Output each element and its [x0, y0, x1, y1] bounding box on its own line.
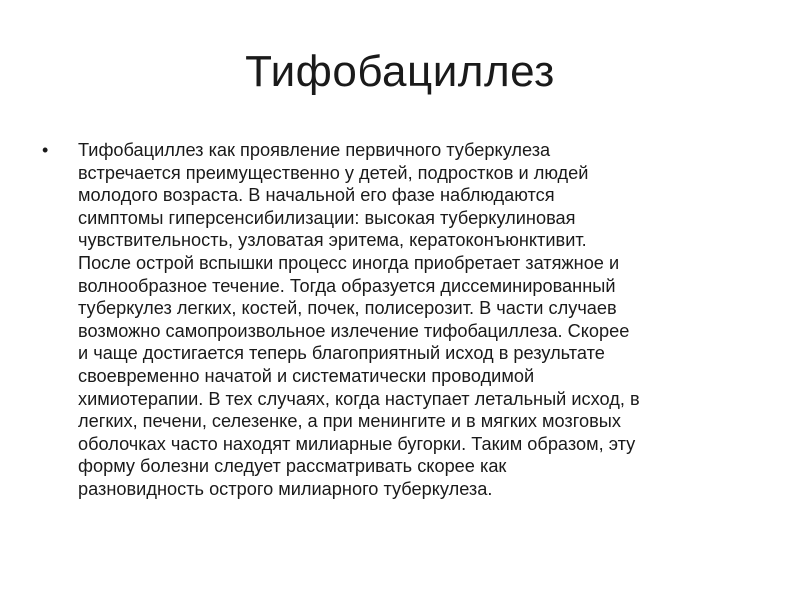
list-item: [40, 139, 760, 501]
slide-title: Тифобациллез: [245, 47, 555, 96]
bullet-text: Тифобациллез как проявление первичного туберкулеза встречается преимущественно у детей, подростков и людей молодого возраста. В начальной его фазе наблюдаются симптомы гиперсенсибилизации: высокая туберкулиновая чувствительность, узловатая эритема, кератоконъюнктивит. После острой вспышки процесс иногда приобретает затяжное и волнообразное течение. Тогда образуется диссеминированный туберкулез легких, костей, почек, полисерозит. В части случаев возможно самопроизвольное излечение тифобациллеза. Скорее и чаще достигается теперь благоприятный исход в результате своевременно начатой и систематически проводимой химиотерапии. В тех случаях, когда наступает летальный исход, в легких, печени, селезенке, а при менингите и в мягких мозговых оболочках часто находят милиарные бугорки. Таким образом, эту форму болезни следует рассматривать скорее как разновидность острого милиарного туберкулеза.: [78, 140, 640, 499]
bullet-icon: •: [42, 140, 49, 160]
bullet-list: [40, 139, 760, 501]
